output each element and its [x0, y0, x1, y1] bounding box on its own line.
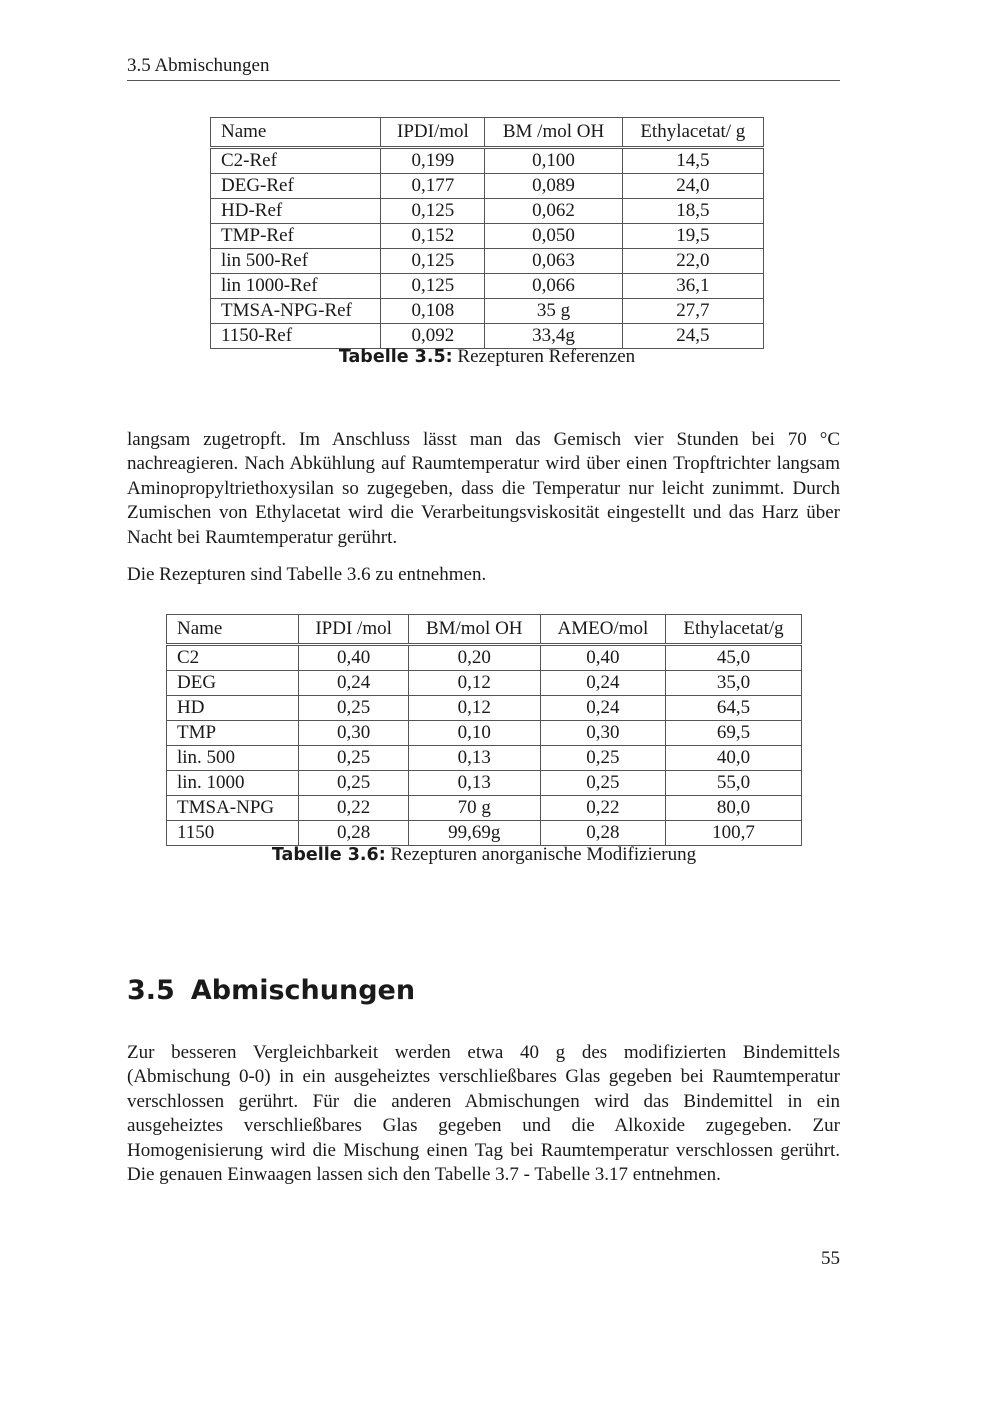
table-cell: 27,7: [622, 299, 763, 324]
table-cell: 80,0: [666, 796, 802, 821]
column-header: Ethylacetat/g: [666, 615, 802, 645]
table-row: [167, 721, 802, 746]
table-cell: TMP-Ref: [211, 224, 381, 249]
body-paragraph: Zur besseren Vergleichbarkeit werden etwa 40 g des modifizierten Bindemittels (Abmischung 0-0) in ein ausgeheiztes verschließbares Glas gegeben bei Raumtemperatur verschlossen gerührt. Für die anderen Abmischungen wird das Bindemittel in ein ausgeheiztes verschließbares Glas gegeben und die Alkoxide zugegeben. Zur Homogenisierung wird die Mischung einen Tag bei Raumtemperatur verschlossen gerührt. Die genauen Einwaagen lassen sich den Tabelle 3.7 - Tabelle 3.17 entnehmen.: [127, 1042, 840, 1186]
table-header-row: [211, 118, 764, 148]
table-caption: [210, 346, 764, 368]
table-caption-label: Tabelle 3.5:: [338, 347, 453, 367]
table-cell: 0,125: [381, 199, 485, 224]
table-cell: 0,25: [299, 771, 408, 796]
table-cell: lin. 1000: [167, 771, 299, 796]
table-row: [167, 771, 802, 796]
table-cell: 0,20: [408, 645, 540, 671]
table-cell: 0,24: [540, 671, 665, 696]
table-cell: 0,24: [540, 696, 665, 721]
table-cell: TMSA-NPG-Ref: [211, 299, 381, 324]
table-cell: 69,5: [666, 721, 802, 746]
table-cell: C2: [167, 645, 299, 671]
table-cell: 0,28: [540, 821, 665, 846]
section-heading: [127, 975, 415, 1006]
table-cell: 1150: [167, 821, 299, 846]
table-cell: 0,22: [299, 796, 408, 821]
column-header: AMEO/mol: [540, 615, 665, 645]
section-title: Abmischungen: [190, 975, 416, 1006]
table-cell: 0,28: [299, 821, 408, 846]
table-row: [167, 821, 802, 846]
section-number: 3.5: [127, 975, 175, 1006]
table-cell: DEG-Ref: [211, 174, 381, 199]
table-row: [211, 324, 764, 349]
table-row: [167, 645, 802, 671]
table-header-row: [167, 615, 802, 645]
table-row: [211, 199, 764, 224]
table-cell: 45,0: [666, 645, 802, 671]
table-cell: 0,050: [485, 224, 622, 249]
table-cell: 0,100: [485, 148, 622, 174]
column-header: IPDI /mol: [299, 615, 408, 645]
table-cell: 36,1: [622, 274, 763, 299]
table-cell: 18,5: [622, 199, 763, 224]
running-header: [127, 55, 840, 81]
table-cell: 0,089: [485, 174, 622, 199]
table-cell: TMP: [167, 721, 299, 746]
page-number: 55: [821, 1248, 840, 1269]
table-cell: 0,125: [381, 249, 485, 274]
table-cell: 35 g: [485, 299, 622, 324]
table-row: [211, 274, 764, 299]
table-cell: 0,22: [540, 796, 665, 821]
table-cell: 0,199: [381, 148, 485, 174]
table-cell: 0,108: [381, 299, 485, 324]
table-cell: 0,062: [485, 199, 622, 224]
table-cell: 64,5: [666, 696, 802, 721]
table-row: [167, 696, 802, 721]
table-row: [211, 249, 764, 274]
table-cell: 55,0: [666, 771, 802, 796]
table-cell: 70 g: [408, 796, 540, 821]
table-cell: 40,0: [666, 746, 802, 771]
column-header: Name: [167, 615, 299, 645]
table-cell: 0,24: [299, 671, 408, 696]
table-cell: lin 1000-Ref: [211, 274, 381, 299]
table-cell: 0,12: [408, 671, 540, 696]
column-header: Name: [211, 118, 381, 148]
table-cell: 0,152: [381, 224, 485, 249]
table-cell: HD: [167, 696, 299, 721]
table-cell: 14,5: [622, 148, 763, 174]
body-paragraph: langsam zugetropft. Im Anschluss lässt man das Gemisch vier Stunden bei 70 °C nachreagieren. Nach Abkühlung auf Raumtemperatur wird über einen Tropftrichter langsam Aminopropyltriethoxysilan so zugegeben, dass die Temperatur nur leicht zunimmt. Durch Zumischen von Ethylacetat wird die Verarbeitungsviskosität eingestellt und das Harz über Nacht bei Raumtemperatur gerührt.: [127, 429, 840, 548]
table-row: [167, 746, 802, 771]
table-cell: 0,10: [408, 721, 540, 746]
table-row: [211, 299, 764, 324]
table-row: [167, 671, 802, 696]
table-cell: 0,12: [408, 696, 540, 721]
table-cell: 35,0: [666, 671, 802, 696]
table-cell: 0,092: [381, 324, 485, 349]
table-cell: 0,066: [485, 274, 622, 299]
table-row: [211, 224, 764, 249]
table-cell: 0,063: [485, 249, 622, 274]
body-paragraph: Die Rezepturen sind Tabelle 3.6 zu entnehmen.: [127, 564, 487, 585]
table-cell: 24,0: [622, 174, 763, 199]
table-row: [211, 148, 764, 174]
table-cell: 0,25: [299, 696, 408, 721]
table-caption-text: Rezepturen anorganische Modifizierung: [390, 844, 697, 865]
table-cell: DEG: [167, 671, 299, 696]
table-rezepturen-referenzen: [210, 117, 764, 349]
table-cell: 0,125: [381, 274, 485, 299]
table-cell: 19,5: [622, 224, 763, 249]
table-cell: 0,25: [540, 771, 665, 796]
table-cell: 0,40: [540, 645, 665, 671]
column-header: BM /mol OH: [485, 118, 622, 148]
column-header: Ethylacetat/ g: [622, 118, 763, 148]
table-cell: 0,25: [540, 746, 665, 771]
table-cell: 0,40: [299, 645, 408, 671]
table-cell: lin. 500: [167, 746, 299, 771]
table-cell: 0,13: [408, 771, 540, 796]
table-cell: 99,69g: [408, 821, 540, 846]
table-cell: 0,13: [408, 746, 540, 771]
table-row: [167, 796, 802, 821]
table-cell: 100,7: [666, 821, 802, 846]
table-caption: [166, 844, 802, 866]
table-row: [211, 174, 764, 199]
table-rezepturen-anorganische-modifizierung: [166, 614, 802, 846]
table-cell: 1150-Ref: [211, 324, 381, 349]
table-cell: 0,30: [299, 721, 408, 746]
table-cell: 24,5: [622, 324, 763, 349]
table-cell: 0,30: [540, 721, 665, 746]
table-cell: 0,25: [299, 746, 408, 771]
table-cell: TMSA-NPG: [167, 796, 299, 821]
table-cell: lin 500-Ref: [211, 249, 381, 274]
column-header: IPDI/mol: [381, 118, 485, 148]
table-caption-text: Rezepturen Referenzen: [457, 346, 636, 367]
running-header-title: 3.5 Abmischungen: [127, 55, 270, 76]
column-header: BM/mol OH: [408, 615, 540, 645]
table-cell: 33,4g: [485, 324, 622, 349]
table-caption-label: Tabelle 3.6:: [271, 845, 386, 865]
table-cell: 0,177: [381, 174, 485, 199]
table-cell: C2-Ref: [211, 148, 381, 174]
table-cell: 22,0: [622, 249, 763, 274]
table-cell: HD-Ref: [211, 199, 381, 224]
